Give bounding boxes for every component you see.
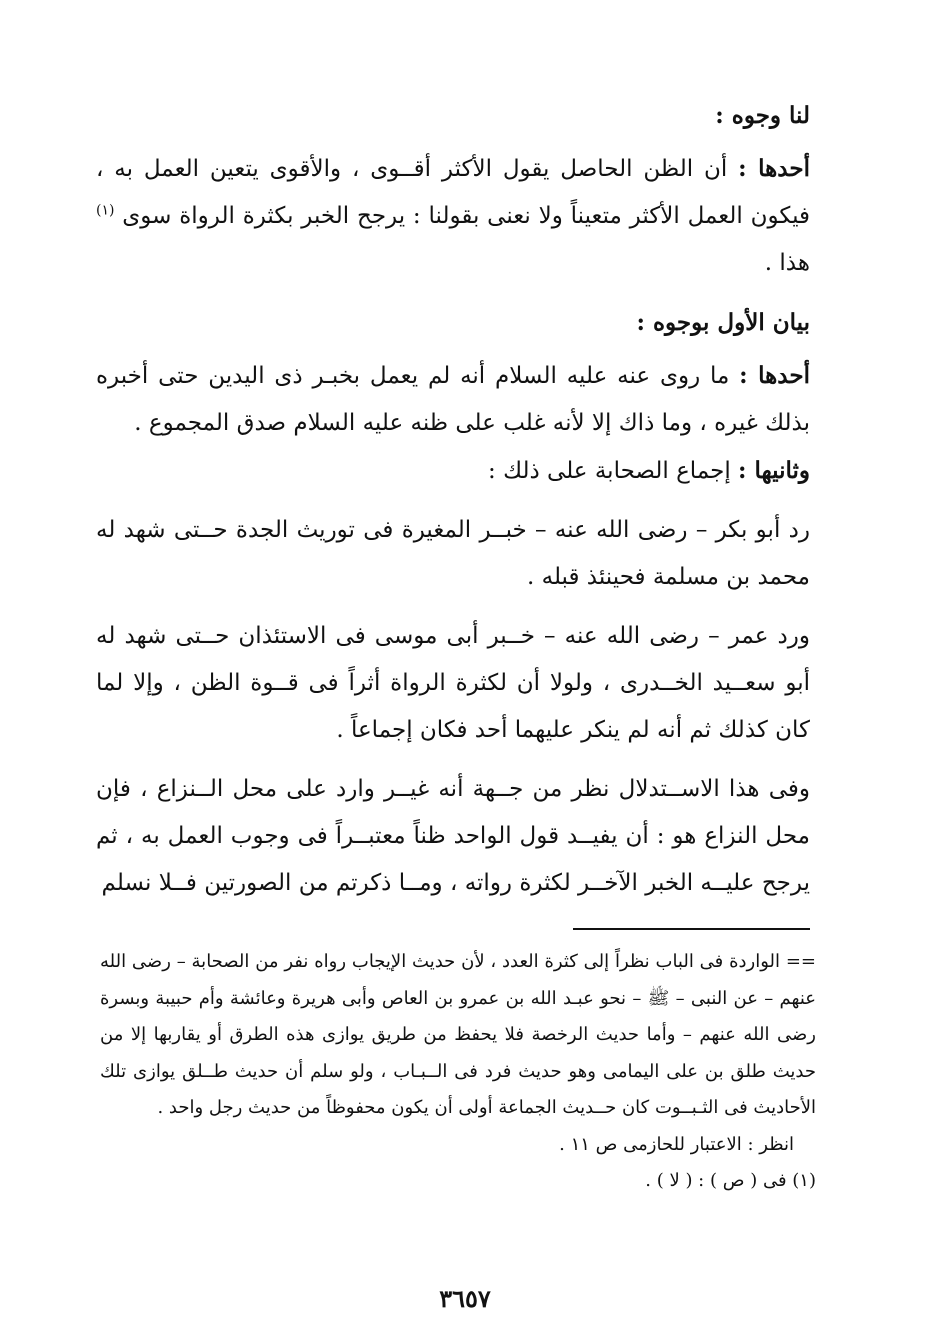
paragraph-tail: هذا .: [764, 250, 810, 276]
paragraph-lead: أحدها :: [738, 155, 810, 182]
section-heading: بيان الأول بوجوه :: [636, 309, 810, 336]
footnote-continued: == الواردة فى الباب نظراً إلى كثرة العدد ، لأن حديث الإيجاب رواه نفر من الصحابة – رضى الله عنهم – عن النبى – ﷺ – نحو عبـد الله بن عمرو بن العاص وأبى هريرة وعائشة وأم حبيبة وبسرة رضى الله عنهم – وأما حديث الرخصة فلا يحفظ من طريق يوازى هذه الطرق أو يقاربها إلا من حديث طلق بن على اليمامى وهو حديث فرد فى الــبـاب ، ولو سلم أن حديث طــلق يوازى تلك الأحاديث فى الثـبــوت كان حــديث الجماعة أولى أن يكون محفوظاً من حديث رجل واحد .: [100, 951, 816, 1118]
paragraph-5: ورد عمر – رضى الله عنه – خــبر أبى موسى فى الاستئذان حــتى شهد له أبو سعــيد الخــدرى ، ولولا أن لكثرة الرواة أثراً فى قــوة الظن ، وإلا لما كان كذلك ثم أنه لم ينكر عليهما أحد فكان إجماعاً .: [96, 623, 810, 743]
page-number: ٣٦٥٧: [439, 1284, 491, 1313]
paragraph-text: ما روى عنه عليه السلام أنه لم يعمل بخبـر ذى اليدين حتى أخبره بذلك غيره ، وما ذاك إلا لأنه غلب على ظنه عليه السلام صدق المجموع .: [96, 363, 810, 436]
paragraph-lead: أحدها :: [739, 362, 810, 389]
footnote-divider: [573, 928, 810, 930]
paragraph-3: [96, 447, 810, 495]
paragraph-2: [96, 352, 810, 447]
paragraph-lead: وثانيها :: [738, 457, 810, 484]
footnotes: [100, 944, 816, 1200]
footnote-source: انظر : الاعتبار للحازمى ص ١١ .: [559, 1133, 794, 1155]
paragraph-text: إجماع الصحابة على ذلك :: [488, 458, 739, 484]
section-heading: لنا وجوه :: [715, 102, 810, 129]
footnote-reference: (١): [96, 202, 115, 219]
main-text: [96, 92, 810, 907]
paragraph-text: أن الظن الحاصل يقول الأكثر أقــوى ، والأقوى يتعين العمل به ، فيكون العمل الأكثر متعيناً ولا نعنى بقولنا : يرجح الخبر بكثرة الرواة سوى: [96, 156, 810, 229]
footnote-1: (١) فى ( ص ) : ( لا ) .: [645, 1170, 816, 1191]
paragraph-1: [96, 145, 810, 287]
paragraph-4: رد أبو بكر – رضى الله عنه – خبــر المغيرة فى توريث الجدة حــتى شهد له محمد بن مسلمة فحينئذ قبله .: [96, 517, 810, 590]
paragraph-6: وفى هذا الاســتدلال نظر من جــهة أنه غيــر وارد على محل الــنزاع ، فإن محل النزاع هو : أن يفيــد قول الواحد ظناً معتبــراً فى وجوب العمل به ، ثم يرجح عليــه الخبر الآخــر لكثرة رواته ، ومــا ذكرتم من الصورتين فــلا نسلم: [96, 776, 810, 896]
